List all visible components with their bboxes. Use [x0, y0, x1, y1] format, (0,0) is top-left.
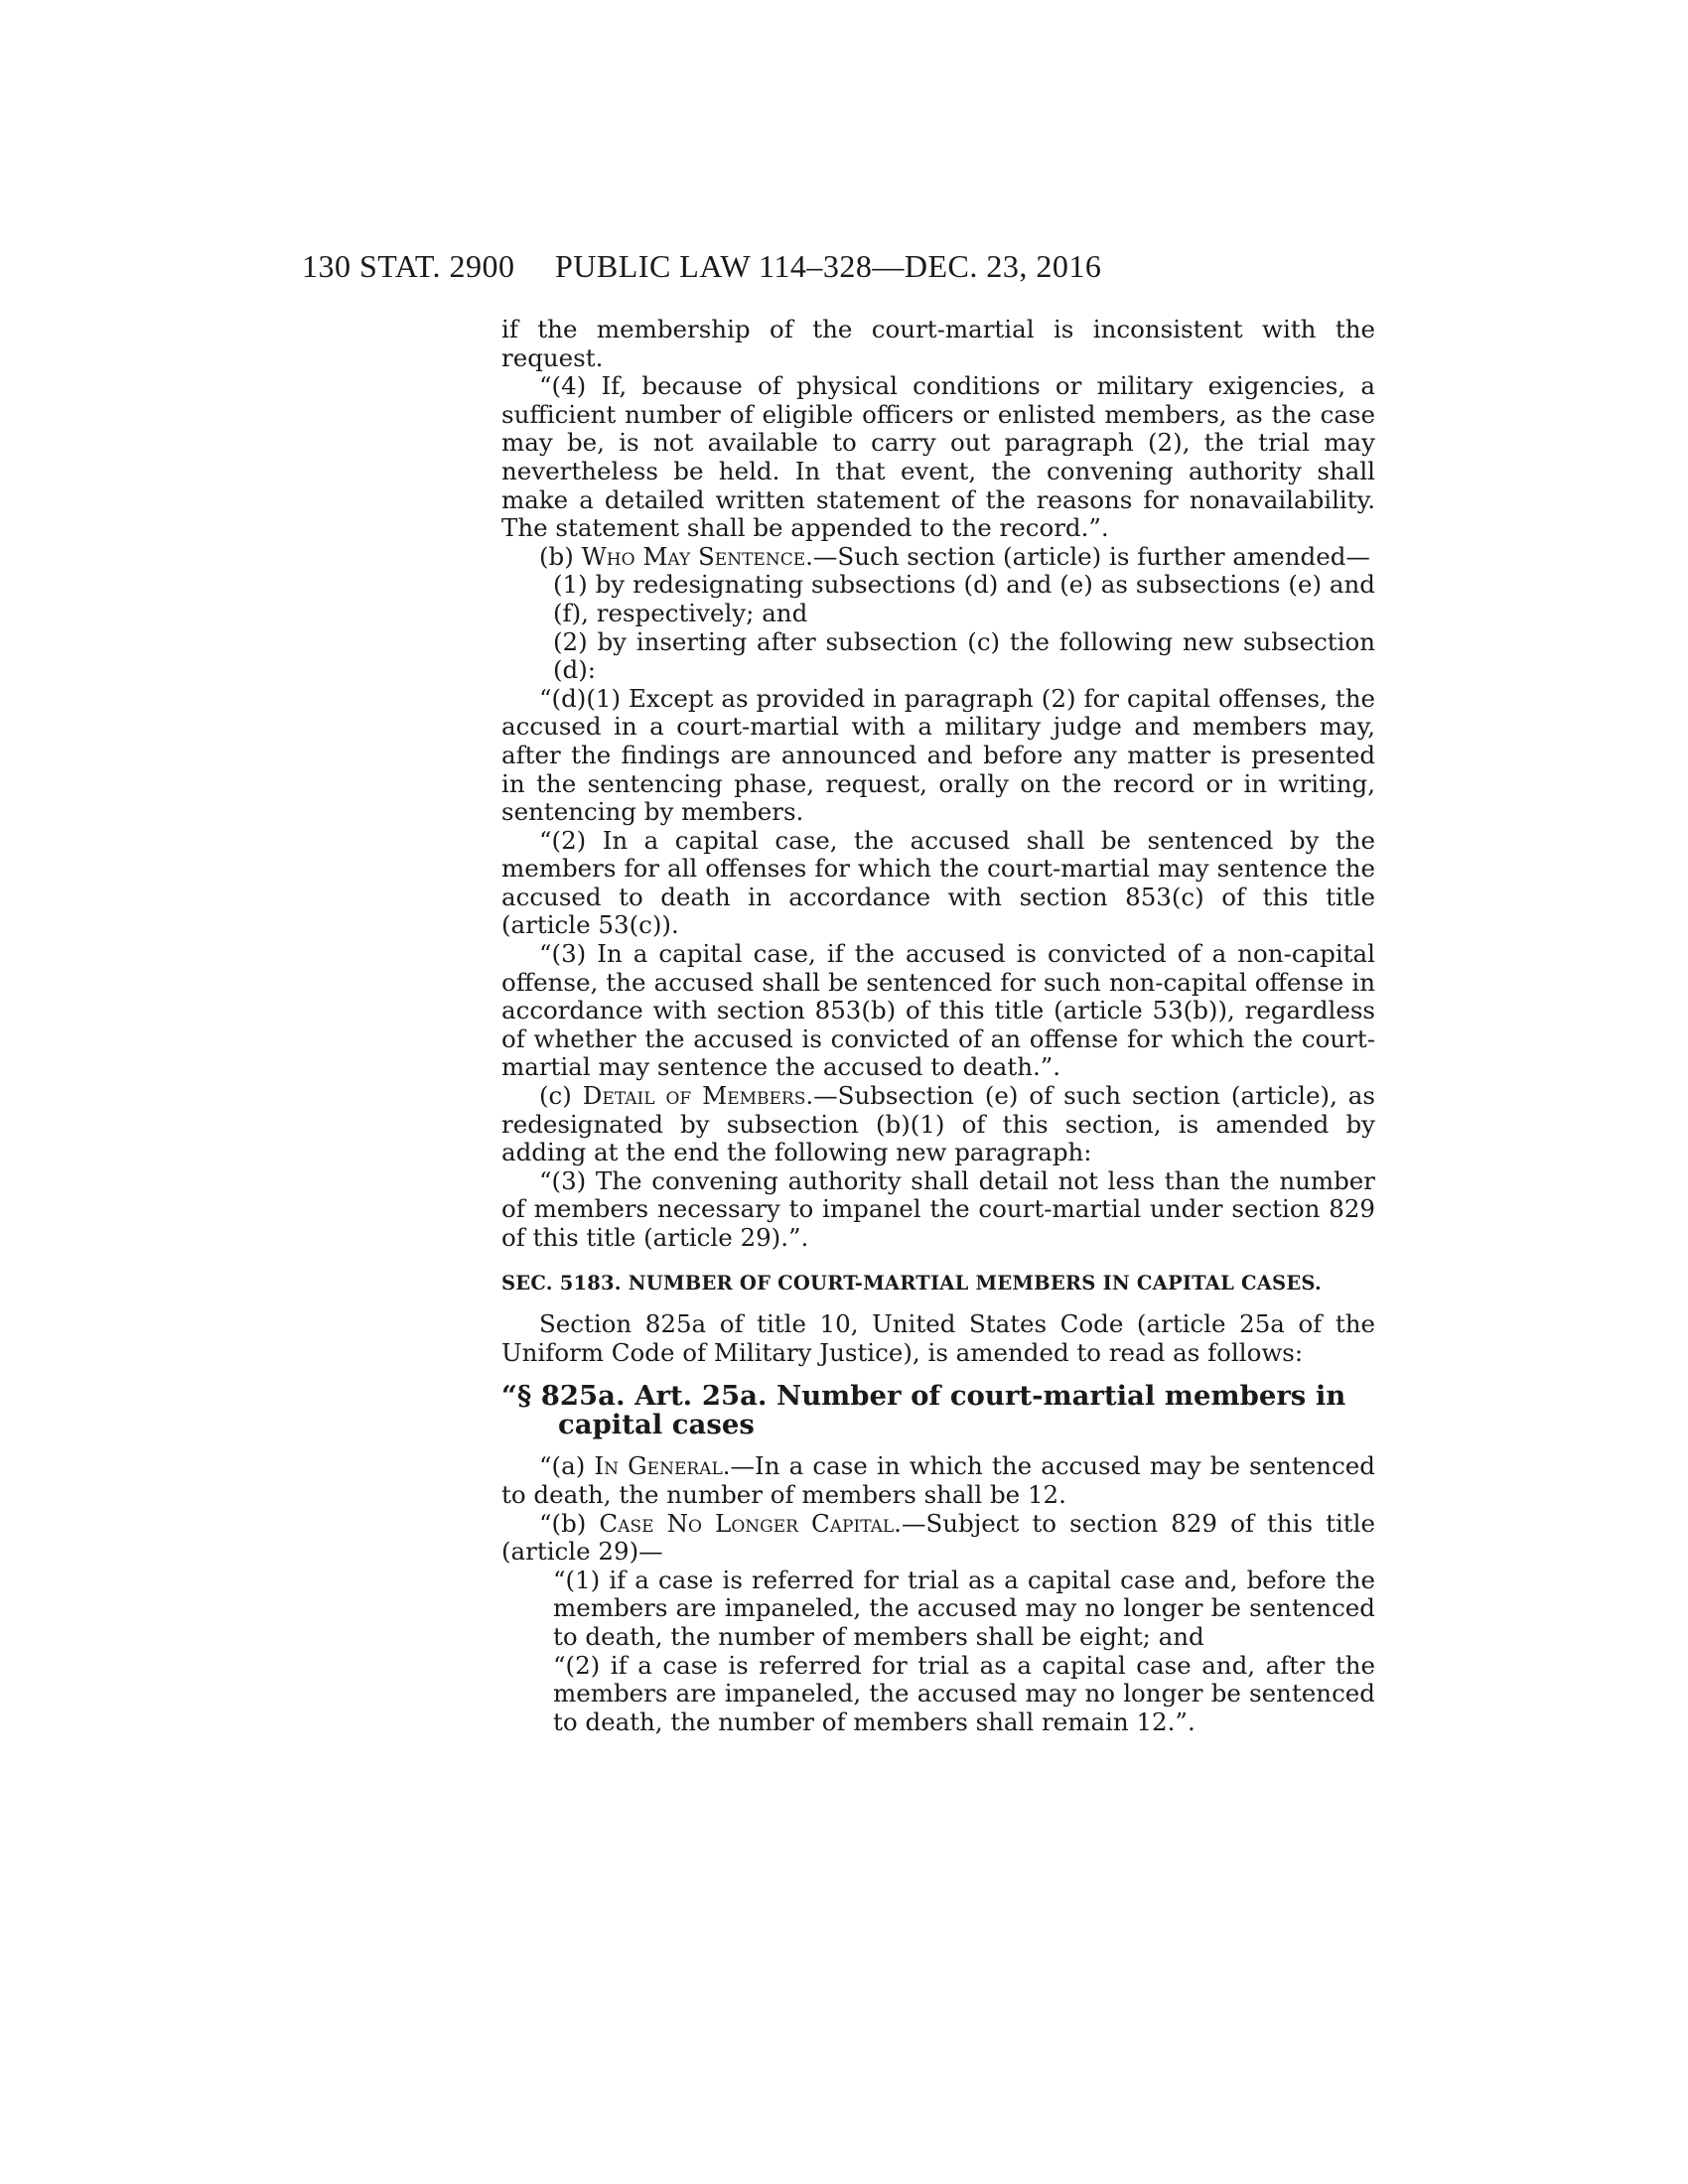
page-header: [302, 248, 1305, 288]
subsection-b2-caption: Case No Longer Capital: [599, 1508, 895, 1538]
subsection-d-3: “(3) In a capital case, if the accused is convicted of a non-capital offense, the accused shall be sentenced for such non-capital offense in accordance with section 853(b) of this title (article 53(b)), regardless of whether the accused is convicted of an offense for which the court-martial may sentence the accused to death.”.: [501, 939, 1375, 1082]
subsection-a-general: [501, 1452, 1375, 1509]
subsection-b-caption: Who May Sentence: [581, 541, 806, 571]
subsection-b2-label: “(b): [539, 1508, 600, 1538]
paragraph-4: “(4) If, because of physical conditions or military exigencies, a sufficient number of eligible officers or enlisted members, as the case may be, is not available to carry out paragraph (2), the trial may nevertheless be held. In that event, the convening authority shall make a detailed written statement of the reasons for nonavailability. The statement shall be appended to the record.”.: [501, 371, 1375, 543]
clause-2: (2) by inserting after subsection (c) the following new subsection (d):: [553, 626, 1375, 685]
subsection-c-text: .—Subsection (e) of such section (article), as redesignated by subsection (b)(1) of this section, is amended by adding at the end the following new paragraph:: [501, 1081, 1375, 1167]
paragraph-3-convening: “(3) The convening authority shall detail not less than the number of members necessary to impanel the court-martial under section 829 of this title (article 29).”.: [501, 1165, 1375, 1252]
statute-page-number: 130 STAT. 2900: [302, 248, 515, 284]
subsection-d-1: “(d)(1) Except as provided in paragraph (2) for capital offenses, the accused in a court-martial with a military judge and members may, after the findings are announced and before any matter is presented in the sentencing phase, request, orally on the record or in writing, sentencing by members.: [501, 683, 1375, 827]
clause-b-1: “(1) if a case is referred for trial as a capital case and, before the members are impaneled, the accused may no longer be sentenced to death, the number of members shall be eight; and: [553, 1565, 1375, 1651]
subsection-b2-text: .—Subject to section 829 of this title (article 29)—: [501, 1508, 1375, 1567]
subsection-c-label: (c): [539, 1081, 583, 1111]
paragraph-continuation: if the membership of the court-martial is inconsistent with the request.: [501, 315, 1375, 372]
subsection-d-2: “(2) In a capital case, the accused shall be sentenced by the members for all offenses for which the court-martial may sentence the accused to death in accordance with section 853(c) of this title (article 53(c)).: [501, 825, 1375, 940]
section-intro: Section 825a of title 10, United States Code (article 25a of the Uniform Code of Military Justice), is amended to read as follows:: [501, 1309, 1375, 1367]
subsection-c: [501, 1082, 1375, 1167]
subsection-b-text: .—Such section (article) is further amended—: [805, 541, 1370, 571]
clause-1: (1) by redesignating subsections (d) and (e) as subsections (e) and (f), respectively; and: [553, 570, 1375, 627]
subsection-b-no-longer-capital: [501, 1510, 1375, 1567]
subsection-a-text: .—In a case in which the accused may be sentenced to death, the number of members shall be 12.: [501, 1451, 1375, 1509]
public-law-citation: PUBLIC LAW 114–328—DEC. 23, 2016: [555, 248, 1102, 284]
subsection-b-label: (b): [539, 541, 582, 571]
subsection-a-caption: In General: [594, 1451, 723, 1481]
subsection-b: [501, 543, 1375, 572]
subsection-a-label: “(a): [539, 1451, 595, 1481]
clause-b-2: “(2) if a case is referred for trial as a capital case and, after the members are impaneled, the accused may no longer be sentenced to death, the number of members shall remain 12.”.: [553, 1650, 1375, 1736]
article-heading: “§ 825a. Art. 25a. Number of court-martial members in capital cases: [501, 1380, 1346, 1441]
document-body: [501, 316, 1375, 1736]
section-heading: SEC. 5183. NUMBER OF COURT-MARTIAL MEMBERS IN CAPITAL CASES.: [501, 1271, 1322, 1295]
subsection-c-caption: Detail of Members: [582, 1081, 806, 1111]
